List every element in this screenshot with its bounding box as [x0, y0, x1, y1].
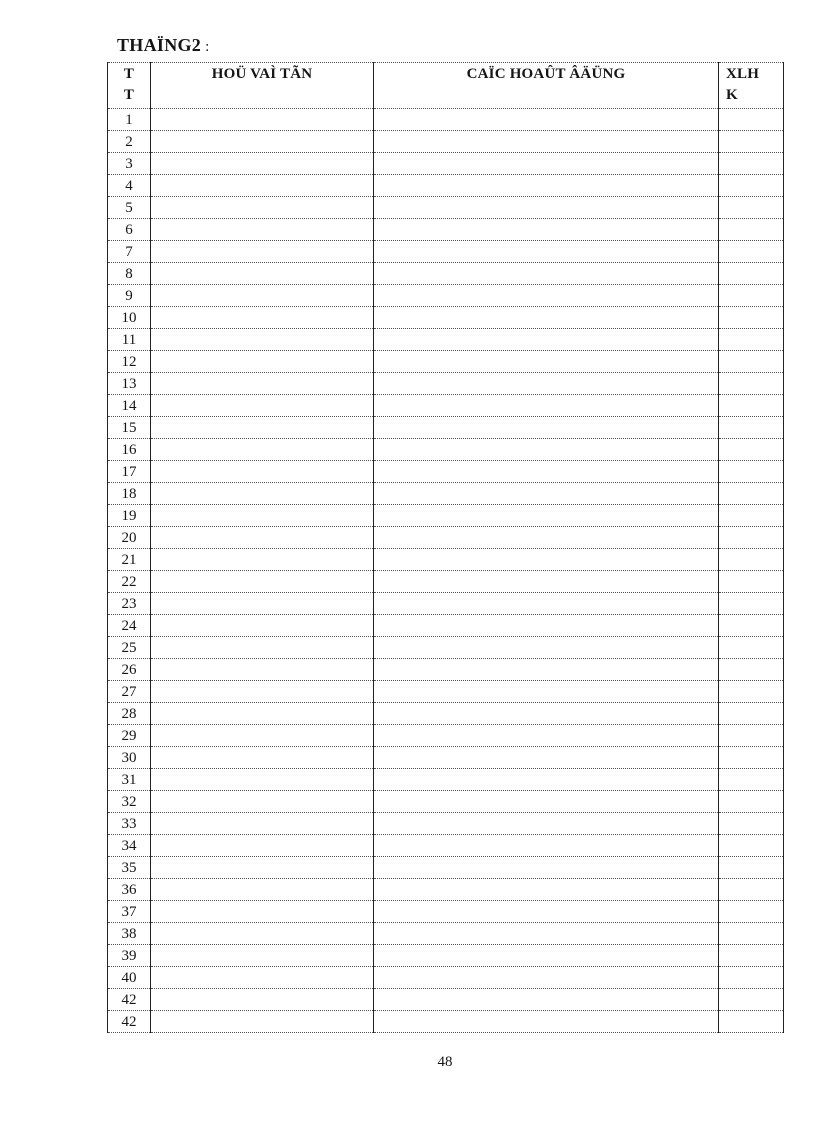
row-number-cell: 22 [108, 571, 151, 593]
xlhk-cell [719, 395, 784, 417]
name-cell [151, 307, 374, 329]
name-cell [151, 769, 374, 791]
table-row [108, 1011, 784, 1033]
name-cell [151, 439, 374, 461]
row-number-cell: 25 [108, 637, 151, 659]
row-number-cell: 7 [108, 241, 151, 263]
name-cell [151, 813, 374, 835]
activities-cell [374, 131, 719, 153]
row-number-cell: 21 [108, 549, 151, 571]
activities-cell [374, 329, 719, 351]
row-number-cell: 14 [108, 395, 151, 417]
name-cell [151, 373, 374, 395]
table-row [108, 329, 784, 351]
activities-cell [374, 241, 719, 263]
page-title [117, 35, 210, 56]
xlhk-cell [719, 1011, 784, 1033]
row-number-cell: 15 [108, 417, 151, 439]
activities-cell [374, 395, 719, 417]
table-row [108, 505, 784, 527]
table-row [108, 593, 784, 615]
xlhk-cell [719, 527, 784, 549]
row-number-cell: 28 [108, 703, 151, 725]
name-cell [151, 549, 374, 571]
row-number-cell: 16 [108, 439, 151, 461]
activities-cell [374, 219, 719, 241]
table-row [108, 241, 784, 263]
xlhk-cell [719, 901, 784, 923]
table-row [108, 791, 784, 813]
activities-cell [374, 835, 719, 857]
name-cell [151, 395, 374, 417]
activities-cell [374, 483, 719, 505]
row-number-cell: 2 [108, 131, 151, 153]
row-number-cell: 39 [108, 945, 151, 967]
activities-cell [374, 989, 719, 1011]
xlhk-cell [719, 681, 784, 703]
row-number-cell: 17 [108, 461, 151, 483]
table-row [108, 659, 784, 681]
row-number-cell: 18 [108, 483, 151, 505]
table-row [108, 967, 784, 989]
header-xlhk [719, 63, 784, 109]
name-cell [151, 967, 374, 989]
activities-cell [374, 901, 719, 923]
xlhk-cell [719, 637, 784, 659]
table-row [108, 945, 784, 967]
name-cell [151, 153, 374, 175]
table-row [108, 197, 784, 219]
name-cell [151, 857, 374, 879]
table-row [108, 857, 784, 879]
row-number-cell: 3 [108, 153, 151, 175]
name-cell [151, 923, 374, 945]
xlhk-cell [719, 505, 784, 527]
activities-cell [374, 703, 719, 725]
row-number-cell: 26 [108, 659, 151, 681]
table-row [108, 923, 784, 945]
xlhk-cell [719, 747, 784, 769]
xlhk-cell [719, 329, 784, 351]
row-number-cell: 33 [108, 813, 151, 835]
row-number-cell: 6 [108, 219, 151, 241]
activities-cell [374, 1011, 719, 1033]
activities-cell [374, 593, 719, 615]
table-row [108, 725, 784, 747]
row-number-cell: 31 [108, 769, 151, 791]
activities-cell [374, 527, 719, 549]
header-tt-line2: T [123, 87, 135, 103]
name-cell [151, 329, 374, 351]
monthly-activity-table [107, 62, 784, 1033]
xlhk-cell [719, 549, 784, 571]
xlhk-cell [719, 791, 784, 813]
row-number-cell: 42 [108, 1011, 151, 1033]
table-row [108, 681, 784, 703]
activities-cell [374, 747, 719, 769]
activities-cell [374, 505, 719, 527]
table-row [108, 879, 784, 901]
table-row [108, 175, 784, 197]
table-row [108, 747, 784, 769]
row-number-cell: 24 [108, 615, 151, 637]
table-row [108, 131, 784, 153]
name-cell [151, 461, 374, 483]
name-cell [151, 505, 374, 527]
table-row [108, 637, 784, 659]
xlhk-cell [719, 879, 784, 901]
row-number-cell: 1 [108, 109, 151, 131]
row-number-cell: 4 [108, 175, 151, 197]
name-cell [151, 417, 374, 439]
name-cell [151, 681, 374, 703]
name-cell [151, 703, 374, 725]
table-row [108, 395, 784, 417]
table-row [108, 989, 784, 1011]
activities-cell [374, 109, 719, 131]
table-row [108, 263, 784, 285]
activities-cell [374, 813, 719, 835]
header-tt-line1: T [123, 66, 135, 82]
row-number-cell: 30 [108, 747, 151, 769]
activities-cell [374, 923, 719, 945]
xlhk-cell [719, 175, 784, 197]
activities-cell [374, 791, 719, 813]
xlhk-cell [719, 725, 784, 747]
row-number-cell: 37 [108, 901, 151, 923]
table-row [108, 417, 784, 439]
row-number-cell: 23 [108, 593, 151, 615]
row-number-cell: 34 [108, 835, 151, 857]
xlhk-cell [719, 571, 784, 593]
name-cell [151, 527, 374, 549]
row-number-cell: 42 [108, 989, 151, 1011]
row-number-cell: 32 [108, 791, 151, 813]
page-number: 48 [437, 1054, 453, 1070]
xlhk-cell [719, 461, 784, 483]
row-number-cell: 36 [108, 879, 151, 901]
activities-cell [374, 879, 719, 901]
xlhk-cell [719, 659, 784, 681]
xlhk-cell [719, 131, 784, 153]
xlhk-cell [719, 417, 784, 439]
name-cell [151, 131, 374, 153]
row-number-cell: 19 [108, 505, 151, 527]
name-cell [151, 659, 374, 681]
header-xlhk-line2: K [726, 87, 738, 103]
name-cell [151, 1011, 374, 1033]
name-cell [151, 879, 374, 901]
table-row [108, 703, 784, 725]
name-cell [151, 175, 374, 197]
row-number-cell: 8 [108, 263, 151, 285]
header-tt [108, 63, 151, 109]
table-row [108, 109, 784, 131]
row-number-cell: 38 [108, 923, 151, 945]
table-row [108, 219, 784, 241]
name-cell [151, 637, 374, 659]
name-cell [151, 241, 374, 263]
name-cell [151, 219, 374, 241]
row-number-cell: 13 [108, 373, 151, 395]
xlhk-cell [719, 769, 784, 791]
table-row [108, 285, 784, 307]
name-cell [151, 571, 374, 593]
row-number-cell: 35 [108, 857, 151, 879]
xlhk-cell [719, 835, 784, 857]
xlhk-cell [719, 373, 784, 395]
xlhk-cell [719, 153, 784, 175]
header-ho-va-ten [151, 63, 374, 109]
xlhk-cell [719, 945, 784, 967]
row-number-cell: 9 [108, 285, 151, 307]
row-number-cell: 40 [108, 967, 151, 989]
activities-cell [374, 967, 719, 989]
name-cell [151, 791, 374, 813]
row-number-cell: 12 [108, 351, 151, 373]
table-row [108, 373, 784, 395]
xlhk-cell [719, 923, 784, 945]
activities-cell [374, 351, 719, 373]
activities-cell [374, 659, 719, 681]
header-ho-va-ten-label: HOÜ VAÌ TÃN [211, 66, 313, 82]
activities-cell [374, 263, 719, 285]
name-cell [151, 483, 374, 505]
page-title-text: THAÏNG2 [117, 35, 202, 55]
activities-cell [374, 769, 719, 791]
xlhk-cell [719, 285, 784, 307]
activities-cell [374, 945, 719, 967]
xlhk-cell [719, 439, 784, 461]
xlhk-cell [719, 813, 784, 835]
xlhk-cell [719, 351, 784, 373]
activities-cell [374, 571, 719, 593]
activities-cell [374, 285, 719, 307]
table-body [108, 109, 784, 1033]
xlhk-cell [719, 307, 784, 329]
table-row [108, 461, 784, 483]
activities-cell [374, 857, 719, 879]
activities-cell [374, 725, 719, 747]
activities-cell [374, 681, 719, 703]
table-row [108, 483, 784, 505]
table-row [108, 835, 784, 857]
name-cell [151, 285, 374, 307]
header-xlhk-line1: XLH [726, 66, 760, 82]
activities-cell [374, 373, 719, 395]
activities-cell [374, 175, 719, 197]
table-row [108, 153, 784, 175]
xlhk-cell [719, 219, 784, 241]
xlhk-cell [719, 109, 784, 131]
table-row [108, 615, 784, 637]
name-cell [151, 351, 374, 373]
xlhk-cell [719, 593, 784, 615]
table-row [108, 527, 784, 549]
name-cell [151, 197, 374, 219]
row-number-cell: 20 [108, 527, 151, 549]
xlhk-cell [719, 989, 784, 1011]
activities-cell [374, 615, 719, 637]
table-header-row [108, 63, 784, 109]
xlhk-cell [719, 615, 784, 637]
page-title-colon: : [205, 39, 210, 55]
activities-cell [374, 461, 719, 483]
activities-cell [374, 417, 719, 439]
activities-cell [374, 153, 719, 175]
row-number-cell: 29 [108, 725, 151, 747]
name-cell [151, 725, 374, 747]
table-row [108, 439, 784, 461]
activities-cell [374, 637, 719, 659]
name-cell [151, 593, 374, 615]
header-cac-hoat-dong-label: CAÏC HOAÛT ÂÄÜNG [466, 66, 626, 82]
table-row [108, 813, 784, 835]
xlhk-cell [719, 483, 784, 505]
header-cac-hoat-dong [374, 63, 719, 109]
name-cell [151, 945, 374, 967]
table-row [108, 571, 784, 593]
table-row [108, 351, 784, 373]
name-cell [151, 989, 374, 1011]
table-row [108, 769, 784, 791]
name-cell [151, 263, 374, 285]
row-number-cell: 27 [108, 681, 151, 703]
xlhk-cell [719, 241, 784, 263]
name-cell [151, 835, 374, 857]
table-row [108, 901, 784, 923]
activities-cell [374, 439, 719, 461]
xlhk-cell [719, 967, 784, 989]
row-number-cell: 10 [108, 307, 151, 329]
activities-cell [374, 197, 719, 219]
row-number-cell: 11 [108, 329, 151, 351]
table-row [108, 307, 784, 329]
name-cell [151, 615, 374, 637]
name-cell [151, 901, 374, 923]
xlhk-cell [719, 703, 784, 725]
activities-cell [374, 307, 719, 329]
name-cell [151, 747, 374, 769]
table-header [108, 63, 784, 109]
row-number-cell: 5 [108, 197, 151, 219]
activities-cell [374, 549, 719, 571]
xlhk-cell [719, 197, 784, 219]
name-cell [151, 109, 374, 131]
xlhk-cell [719, 857, 784, 879]
xlhk-cell [719, 263, 784, 285]
table-row [108, 549, 784, 571]
